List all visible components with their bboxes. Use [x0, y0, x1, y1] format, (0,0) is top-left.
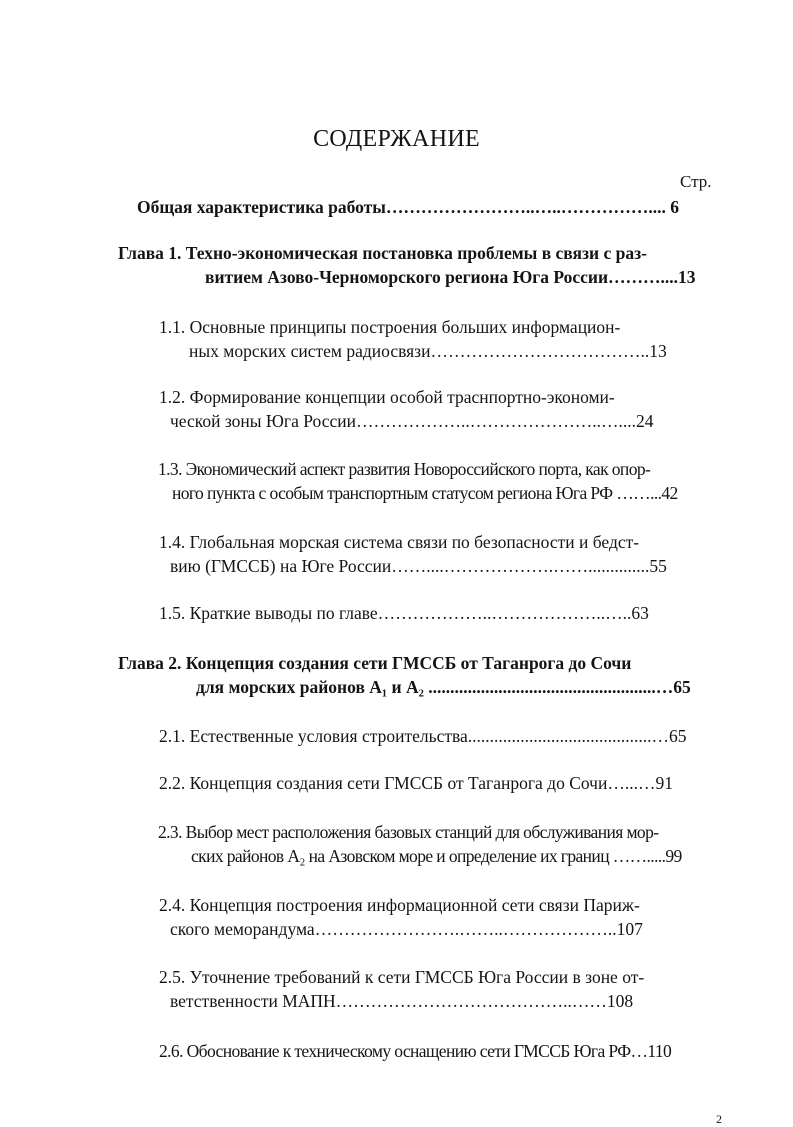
toc-entry-chapter-1: Глава 1. Техно-экономическая постановка проблемы в связи с раз-	[118, 243, 647, 263]
toc-entry-2-6: 2.6. Обоснование к техническому оснащению сети ГМССБ Юга РФ…110	[159, 1041, 672, 1061]
toc-entry-2-1: 2.1. Естественные условия строительства..........................................…65	[159, 726, 687, 746]
toc-entry-2-5-cont: ветственности МАПН…………………………………..……108	[170, 991, 634, 1011]
toc-entry-1-5: 1.5. Краткие выводы по главе………………..………………..…..63	[159, 603, 649, 623]
toc-entry-2-5: 2.5. Уточнение требований к сети ГМССБ Юга России в зоне от-	[159, 967, 645, 987]
page-column-label: Стр.	[680, 172, 712, 191]
toc-entry-chapter-2-cont: для морских районов A₁ и A₂ ....................................................…65	[196, 677, 691, 697]
toc-entry-chapter-2: Глава 2. Концепция создания сети ГМССБ от Таганрога до Сочи	[118, 653, 632, 673]
toc-entry-1-1-cont: ных морских систем радиосвязи………………………………..13	[189, 341, 667, 361]
toc-entry-2-3-cont: ских районов A₂ на Азовском море и определение их границ …….....99	[191, 846, 682, 866]
toc-entry-2-4: 2.4. Концепция построения информационной сети связи Париж-	[159, 895, 640, 915]
toc-entry-2-4-cont: ского меморандума…………………….……..………………..107	[170, 919, 643, 939]
toc-entry-chapter-1-cont: витием Азово-Черноморского региона Юга России………....13	[205, 267, 696, 287]
toc-entry-1-4: 1.4. Глобальная морская система связи по безопасности и бедст-	[159, 532, 640, 552]
toc-entry-1-4-cont: вию (ГМССБ) на Юге России……....……………….……..............55	[170, 556, 667, 576]
toc-entry-general: Общая характеристика работы……………………..…..…………….... 6	[137, 197, 680, 217]
toc-entry-1-3: 1.3. Экономический аспект развития Новороссийского порта, как опор-	[158, 459, 651, 479]
toc-entry-1-3-cont: ного пункта с особым транспортным статусом региона Юга РФ ……...42	[172, 483, 678, 503]
page-title: СОДЕРЖАНИЕ	[313, 126, 480, 152]
toc-entry-1-1: 1.1. Основные принципы построения больших информацион-	[159, 317, 621, 337]
toc-entry-1-2-cont: ческой зоны Юга России………………..…………………..…....24	[170, 411, 654, 431]
toc-entry-2-2: 2.2. Концепция создания сети ГМССБ от Таганрога до Сочи…...…91	[159, 773, 673, 793]
toc-entry-1-2: 1.2. Формирование концепции особой траснпортно-экономи-	[159, 387, 615, 407]
page-number: 2	[716, 1112, 722, 1126]
toc-entry-2-3: 2.3. Выбор мест расположения базовых станций для обслуживания мор-	[158, 822, 659, 842]
